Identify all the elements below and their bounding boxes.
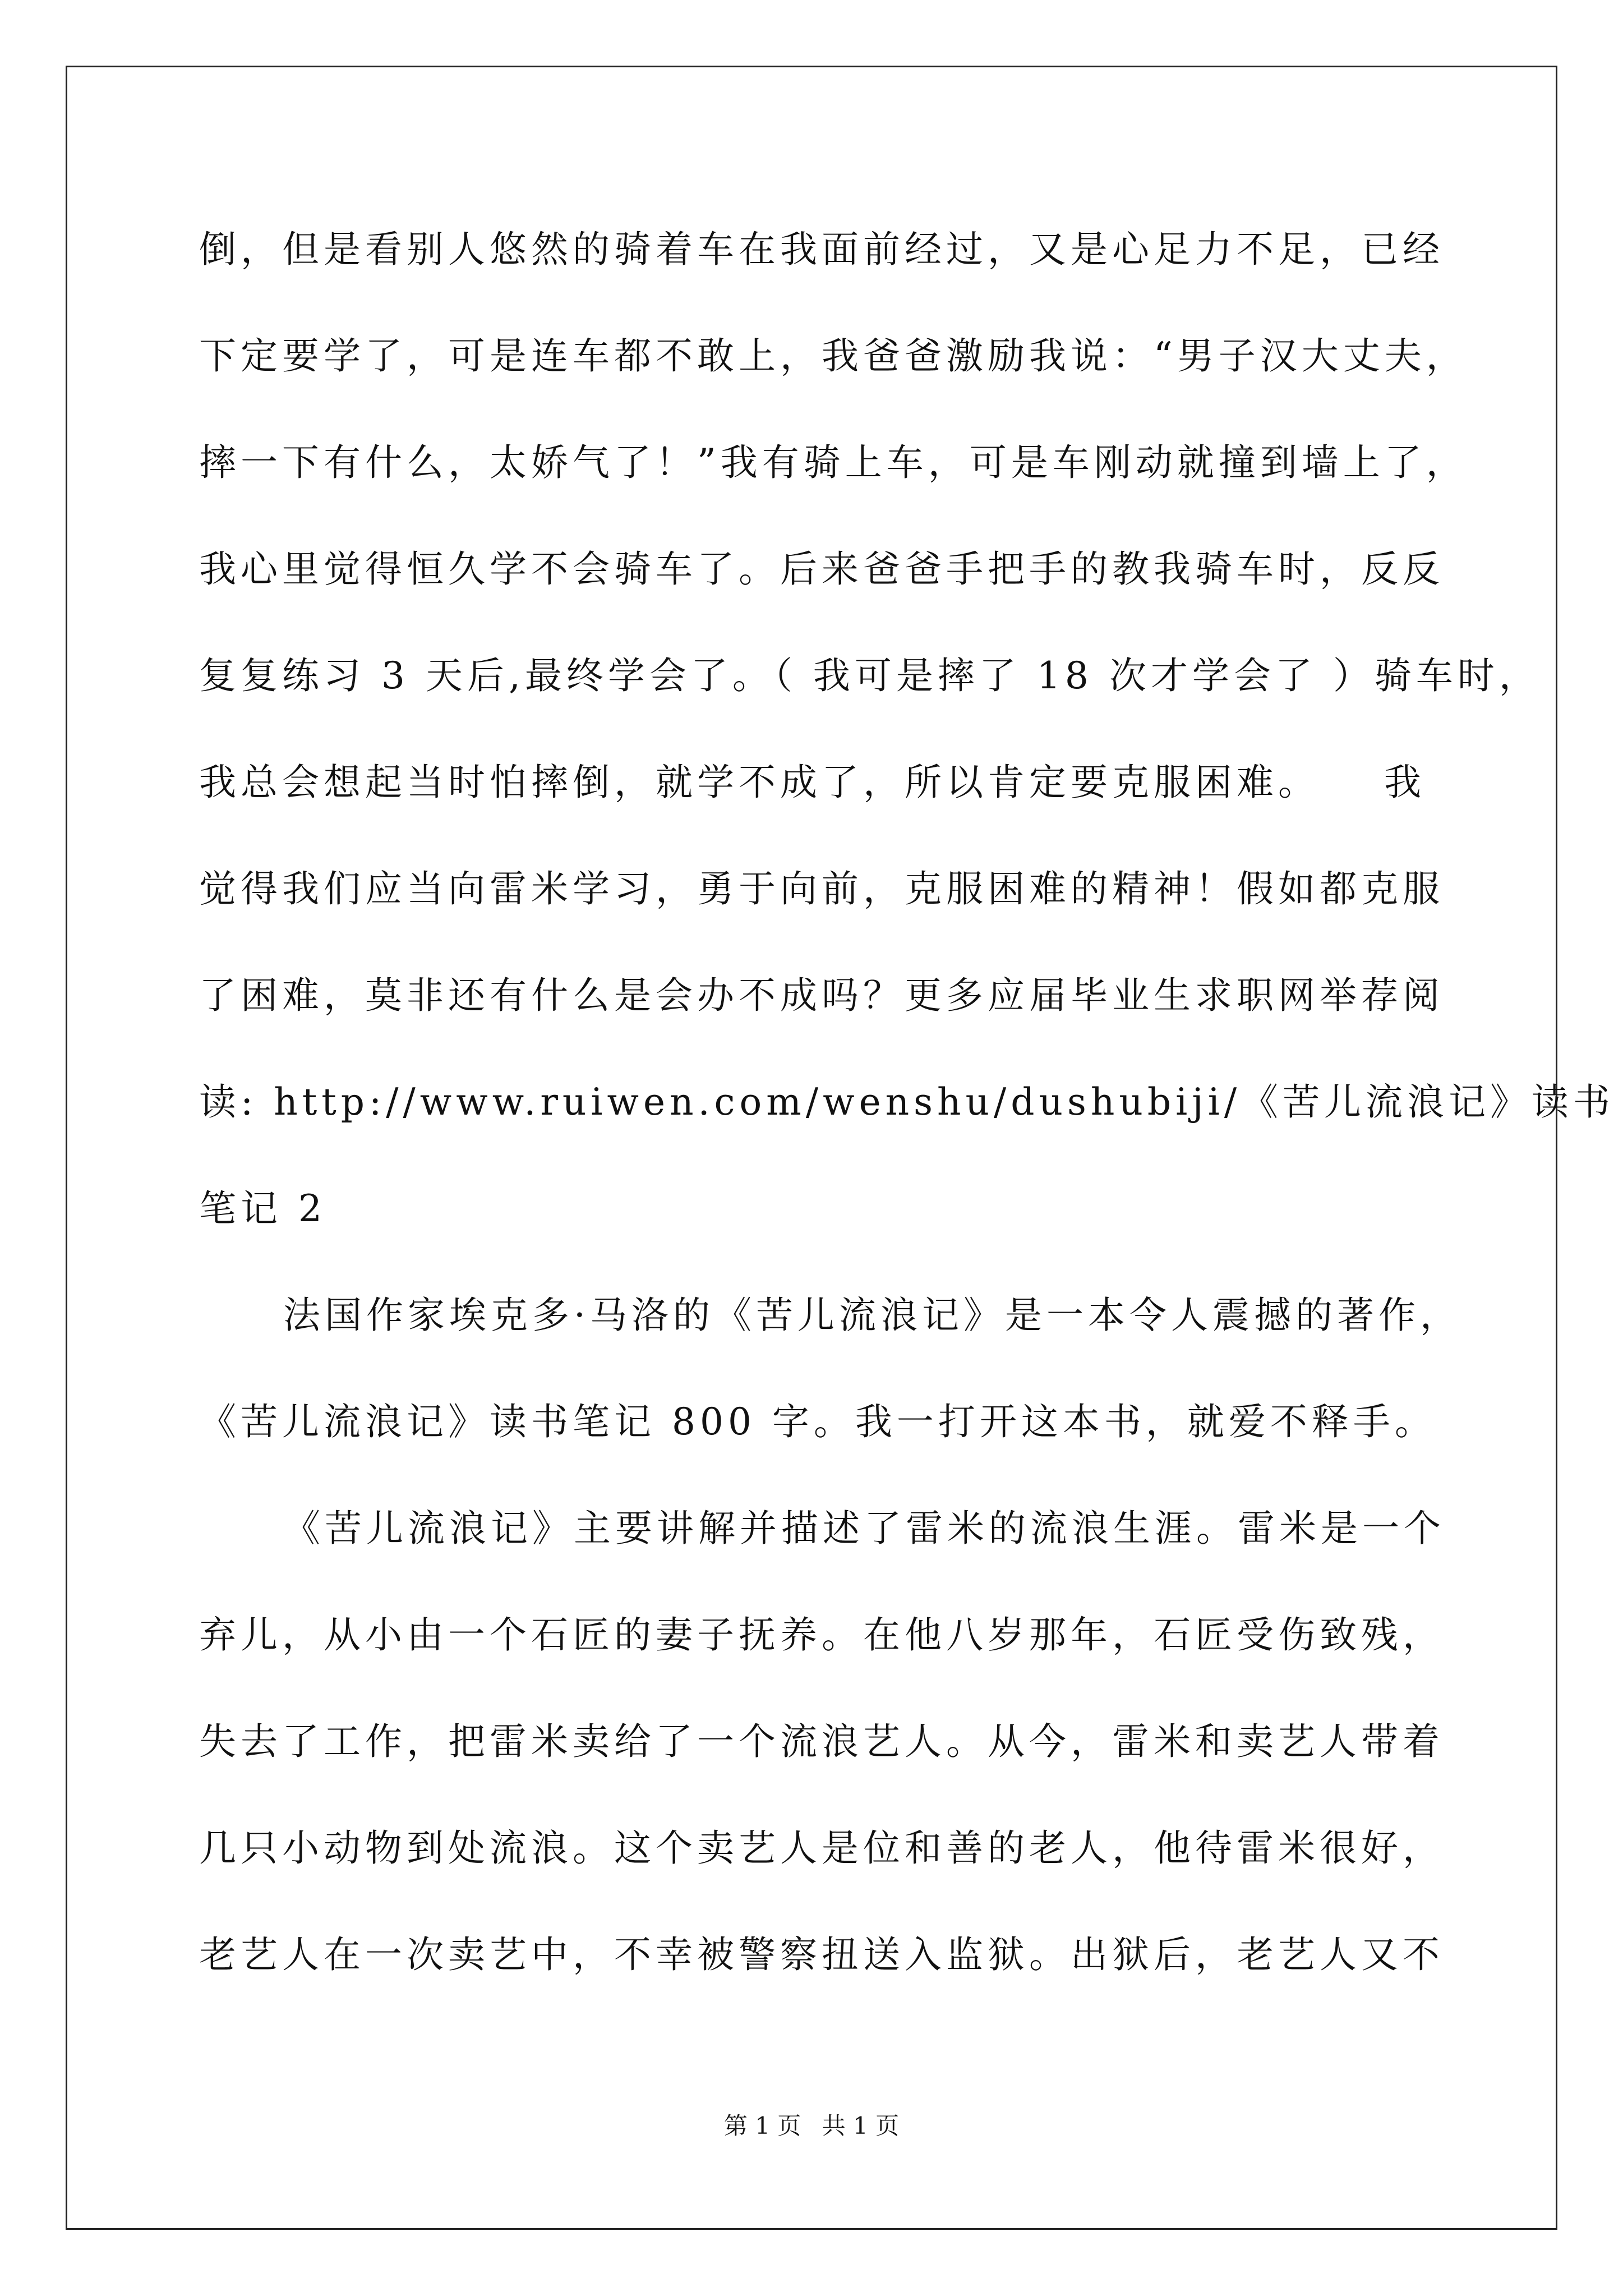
paragraph-start-line: 《苦儿流浪记》主要讲解并描述了雷米的流浪生涯。雷米是一个 xyxy=(283,1507,1445,1550)
text-line: 笔记 2 xyxy=(199,1187,326,1230)
text-line: 《苦儿流浪记》读书笔记 800 字。我一打开这本书，就爱不释手。 xyxy=(199,1400,1436,1443)
text-line: 几只小动物到处流浪。这个卖艺人是位和善的老人，他待雷米很好， xyxy=(199,1826,1444,1870)
paragraph-start-line: 法国作家埃克多·马洛的《苦儿流浪记》是一本令人震撼的著作， xyxy=(283,1294,1461,1337)
text-line: 觉得我们应当向雷米学习，勇于向前，克服困难的精神！假如都克服 xyxy=(199,867,1444,910)
text-line: 读: http://www.ruiwen.com/wenshu/dushubiji/《苦儿流浪记》读书 xyxy=(199,1080,1615,1124)
text-line: 我心里觉得恒久学不会骑车了。后来爸爸手把手的教我骑车时，反反 xyxy=(199,547,1444,591)
text-line: 失去了工作，把雷米卖给了一个流浪艺人。从今，雷米和卖艺人带着 xyxy=(199,1720,1444,1763)
page-total: 共 1 页 xyxy=(822,2112,900,2139)
page-footer xyxy=(0,2109,1623,2143)
text-line: 下定要学了，可是连车都不敢上，我爸爸激励我说：“男子汉大丈夫， xyxy=(199,334,1468,378)
text-line: 倒，但是看别人悠然的骑着车在我面前经过，又是心足力不足，已经 xyxy=(199,228,1444,271)
text-line: 弃儿，从小由一个石匠的妻子抚养。在他八岁那年，石匠受伤致残， xyxy=(199,1613,1444,1657)
text-line: 复复练习 3 天后,最终学会了。（ 我可是摔了 18 次才学会了 ）骑车时， xyxy=(199,654,1541,697)
text-line: 了困难，莫非还有什么是会办不成吗？更多应届毕业生求职网举荐阅 xyxy=(199,974,1444,1017)
text-line: 摔一下有什么，太娇气了！”我有骑上车，可是车刚动就撞到墙上了， xyxy=(199,441,1468,484)
text-line: 老艺人在一次卖艺中，不幸被警察扭送入监狱。出狱后，老艺人又不 xyxy=(199,1933,1444,1976)
page-border xyxy=(66,66,1557,2230)
text-line: 我总会想起当时怕摔倒，就学不成了，所以肯定要克服困难。 我 xyxy=(199,761,1426,804)
page-number: 第 1 页 xyxy=(723,2112,801,2139)
